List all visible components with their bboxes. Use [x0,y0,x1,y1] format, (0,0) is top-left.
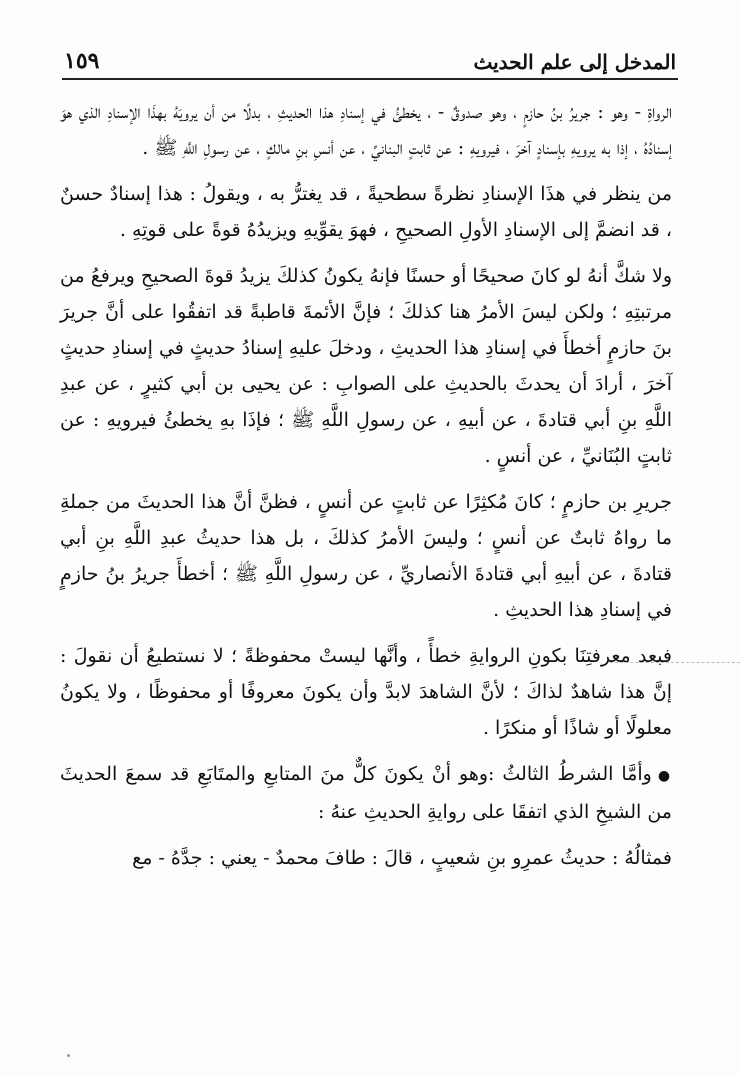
paragraph-bulleted [60,756,672,830]
paragraph: من ينظر في هذَا الإسنادِ نظرةً سطحيةً ، قد يغترُّ به ، ويقولُ : هذا إسنادٌ حسنٌ ، قد انضمَّ إلى الإسنادِ الأولِ الصحيحِ ، فهوَ يقوِّيهِ ويزيدُهُ قوةً على قوتِهِ . [60,183,672,241]
page-number: ١٥٩ [64,48,100,74]
scan-artifact-dot [67,1054,70,1057]
paragraph-text: وأمَّا الشرطُ الثالثُ :وهو أنْ يكونَ كلٌّ منَ المتابعِ والمتَابَعِ قد سمعَ الحديثَ من الشيخِ الذي اتفقَا على روايةِ الحديثِ عنهُ : [60,763,672,823]
paragraph: ولا شكَّ أنهُ لو كانَ صحيحًا أو حسنًا فإنهُ يكونُ كذلكَ يزيدُ قوةَ الصحيحِ ويرفعُ من مرتبتِهِ ؛ ولكن ليسَ الأمرُ هنا كذلكَ ؛ فإنَّ الأئمةَ قاطبةً قد اتفقُوا على أنَّ جريرَ بنَ حازمٍ أخطأَ في إسنادِ هذا الحديثِ ، ودخلَ عليهِ إسنادُ حديثٍ في إسنادِ حديثٍ آخرَ ، أرادَ أن يحدثَ بالحديثِ على الصوابِ : عن يحيى بن أبي كثيرٍ ، عن عبدِ اللَّهِ بنِ أبي قتادةَ ، عن أبيهِ ، عن رسولِ اللَّهِ ﷺ ؛ فإذَا بهِ يخطئُ فيرويهِ : عن ثابتٍ البُنَانيِّ ، عن أنسٍ . [60,265,672,467]
paragraph: فمثالُهُ : حديثُ عمرِو بنِ شعيبٍ ، قالَ : طافَ محمدٌ - يعني : جدَّهُ - مع [132,847,672,869]
paragraph: الرواةِ - وهو : جريرُ بنُ حازمٍ ، وهو صدوقٌ - ، يخطئُ في إسنادِ هذا الحديثِ ، بدلًا من أن يرويَهُ بهذَا الإسنادِ الذي هوَ إسنادُهُ ، إذا به يرويهِ بإسنادٍ آخرَ ، فيرويهِ : عن ثابتٍ البنانيِّ ، عن أنسِ بنِ مالكٍ ، عن رسولِ اللَّهِ ﷺ . [60,101,672,159]
bullet-icon: ● [657,768,672,784]
paragraph: جريرِ بن حازمٍ ؛ كانَ مُكثِرًا عن ثابتٍ عن أنسٍ ، فظنَّ أنَّ هذا الحديثَ من جملةِ ما رواهُ ثابتٌ عن أنسٍ ؛ وليسَ الأمرُ كذلكَ ، بل هذا حديثُ عبدِ اللَّهِ بنِ أبي قتادةَ ، عن أبيهِ أبي قتادةَ الأنصاريِّ ، عن رسولِ اللَّهِ ﷺ ؛ أخطأَ جريرُ بنُ حازمٍ في إسنادِ هذا الحديثِ . [60,491,672,621]
scan-artifact-line [610,662,740,663]
page-body [60,94,672,886]
paragraph: فبعد معرفتِنَا بكونِ الروايةِ خطأً ، وأنَّها ليستْ محفوظةً ؛ لا نستطيعُ أن نقولَ : إنَّ هذا شاهدٌ لذاكَ ؛ لأنَّ الشاهدَ لابدَّ وأن يكونَ معروفًا أو محفوظًا ، ولا يكونُ معلولًا أو شاذًا أو منكرًا . [60,645,672,739]
running-title: المدخل إلى علم الحديث [473,50,676,74]
header-rule [62,78,678,80]
page-header [64,38,676,74]
